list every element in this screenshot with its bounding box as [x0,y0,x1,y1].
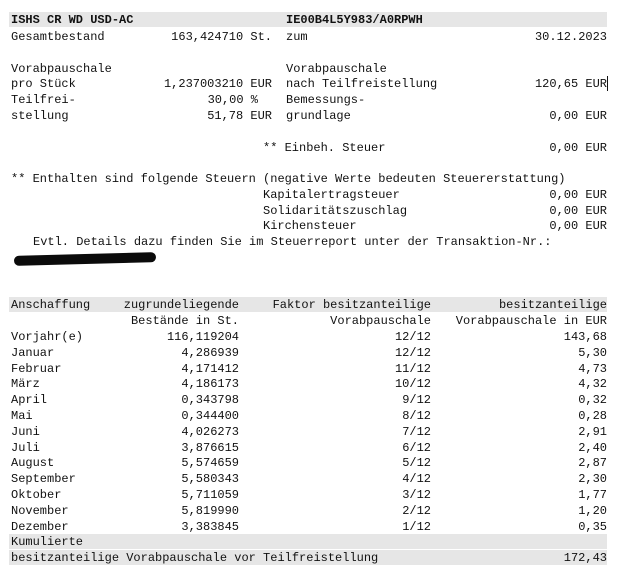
tf-amount-value: 51,78 EUR [207,109,272,123]
tax-kapest-value: 0,00 EUR [549,188,607,202]
details-line: Evtl. Details dazu finden Sie im Steuerreport unter der Transaktion-Nr.: [33,235,552,249]
row-bestand: 0,343798 [181,393,239,407]
redaction-mark [14,252,156,266]
row-faktor: 5/12 [402,456,431,470]
row-label: Juli [11,441,40,455]
row-label: Januar [11,346,55,360]
row-bestand: 4,286939 [181,346,239,360]
vp-after-tf-label1: Vorabpauschale [286,62,387,76]
footer-label-line2: besitzanteilige Vorabpauschale vor Teilfreistellung [11,551,379,565]
einbeh-steuer-value: 0,00 EUR [549,141,607,155]
row-eur: 0,28 [578,409,607,423]
row-label: April [11,393,48,407]
row-label: März [11,377,40,391]
row-faktor: 8/12 [402,409,431,423]
col-anschaffung-header: Anschaffung [11,298,91,312]
row-eur: 2,30 [578,472,607,486]
row-bestand: 4,026273 [181,425,239,439]
vp-label-line1: Vorabpauschale [11,62,112,76]
row-label: Juni [11,425,40,439]
vp-after-tf-label2: nach Teilfreistellung [286,77,438,91]
tax-kirchen-value: 0,00 EUR [549,219,607,233]
tax-kapest-label: Kapitalertragsteuer [263,188,400,202]
row-label: August [11,456,55,470]
tf-percent-value: 30,00 % [207,93,258,107]
row-label: November [11,504,69,518]
col-bestand-header-1: zugrundeliegende [123,298,239,312]
tf-label-line1: Teilfrei- [11,93,76,107]
row-bestand: 5,711059 [181,488,239,502]
row-faktor: 4/12 [402,472,431,486]
row-bestand: 116,119204 [166,330,239,344]
row-label: Dezember [11,520,69,534]
row-label: September [11,472,76,486]
text-cursor [607,76,608,91]
row-faktor: 2/12 [402,504,431,518]
row-faktor: 12/12 [394,330,431,344]
row-bestand: 5,574659 [181,456,239,470]
bemessung-label2: grundlage [286,109,351,123]
row-label: Oktober [11,488,62,502]
tf-label-line2: stellung [11,109,69,123]
row-eur: 1,77 [578,488,607,502]
isin-wkn: IE00B4L5Y983/A0RPWH [286,13,423,27]
row-eur: 143,68 [563,330,607,344]
row-eur: 2,40 [578,441,607,455]
gesamtbestand-label: Gesamtbestand [11,30,105,44]
row-eur: 0,35 [578,520,607,534]
bemessung-value: 0,00 EUR [549,109,607,123]
row-faktor: 6/12 [402,441,431,455]
row-faktor: 9/12 [402,393,431,407]
row-bestand: 5,580343 [181,472,239,486]
row-bestand: 0,344400 [181,409,239,423]
row-label: Mai [11,409,33,423]
tax-note: ** Enthalten sind folgende Steuern (negative Werte bedeuten Steuererstattung) [11,172,566,186]
security-name: ISHS CR WD USD-AC [11,13,134,27]
zum-label: zum [286,30,308,44]
row-eur: 4,73 [578,362,607,376]
einbeh-steuer-label: ** Einbeh. Steuer [263,141,386,155]
row-label: Vorjahr(e) [11,330,84,344]
col-faktor-header-2: Vorabpauschale [330,314,431,328]
vp-label-line2: pro Stück [11,77,76,91]
row-faktor: 10/12 [394,377,431,391]
bemessung-label1: Bemessungs- [286,93,366,107]
row-eur: 5,30 [578,346,607,360]
row-eur: 2,91 [578,425,607,439]
row-bestand: 3,876615 [181,441,239,455]
footer-label-line1: Kumulierte [11,535,84,549]
row-bestand: 5,819990 [181,504,239,518]
row-eur: 1,20 [578,504,607,518]
row-bestand: 4,186173 [181,377,239,391]
row-faktor: 11/12 [394,362,431,376]
vp-after-tf-value: 120,65 EUR [534,77,607,91]
row-eur: 2,87 [578,456,607,470]
tax-soli-value: 0,00 EUR [549,204,607,218]
table-footer-band [9,534,607,549]
row-eur: 4,32 [578,377,607,391]
row-faktor: 1/12 [402,520,431,534]
gesamtbestand-value: 163,424710 St. [171,30,272,44]
row-faktor: 3/12 [402,488,431,502]
col-bestand-header-2: Bestände in St. [130,314,239,328]
tax-soli-label: Solidaritätszuschlag [263,204,408,218]
row-faktor: 7/12 [402,425,431,439]
col-eur-header-1: besitzanteilige [498,298,607,312]
row-bestand: 4,171412 [181,362,239,376]
row-faktor: 12/12 [394,346,431,360]
tax-kirchen-label: Kirchensteuer [263,219,357,233]
vp-per-unit-value: 1,237003210 EUR [163,77,272,91]
row-label: Februar [11,362,62,376]
col-eur-header-2: Vorabpauschale in EUR [455,314,607,328]
col-faktor-header-1: Faktor besitzanteilige [272,298,431,312]
row-eur: 0,32 [578,393,607,407]
footer-total-value: 172,43 [563,551,607,565]
row-bestand: 3,383845 [181,520,239,534]
report-date: 30.12.2023 [534,30,607,44]
